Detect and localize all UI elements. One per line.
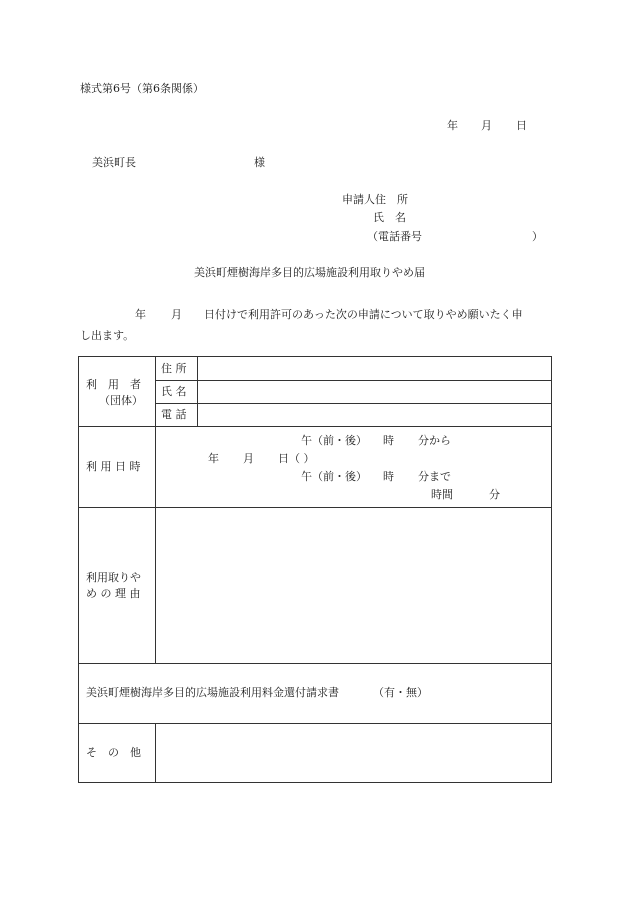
row-divider bbox=[79, 507, 552, 508]
start-minute: 分から bbox=[418, 434, 451, 447]
address-field-label: 住 所 bbox=[161, 362, 187, 375]
end-ampm: 午（前・後） bbox=[301, 470, 367, 483]
date-day: 日（ ） bbox=[278, 452, 315, 465]
row-divider bbox=[155, 380, 552, 381]
intro-line1: 日付けで利用許可のあった次の申請について取りやめ願いたく申 bbox=[204, 308, 523, 321]
form-number: 様式第6号（第6条関係） bbox=[80, 82, 204, 95]
user-label-line2: （団体） bbox=[99, 394, 143, 407]
duration-hours: 時間 bbox=[431, 488, 453, 501]
end-minute: 分まで bbox=[418, 470, 451, 483]
date-year-label: 年 bbox=[447, 119, 458, 132]
row-divider bbox=[155, 403, 552, 404]
name-field-label: 氏 名 bbox=[161, 385, 187, 398]
column-divider bbox=[155, 357, 156, 663]
start-hour: 時 bbox=[383, 434, 394, 447]
row-divider bbox=[79, 426, 552, 427]
addressee-name: 美浜町長 bbox=[92, 156, 136, 169]
date-month: 月 bbox=[243, 452, 254, 465]
form-table bbox=[78, 356, 552, 783]
row-divider bbox=[79, 663, 552, 664]
date-year: 年 bbox=[208, 452, 219, 465]
applicant-phone-open: （電話番号 bbox=[367, 230, 422, 243]
duration-minutes: 分 bbox=[489, 488, 500, 501]
intro-month: 月 bbox=[171, 308, 182, 321]
user-label-line1: 利 用 者 bbox=[86, 378, 141, 391]
document-title: 美浜町煙樹海岸多目的広場施設利用取りやめ届 bbox=[194, 266, 425, 279]
applicant-name-label: 氏 名 bbox=[373, 211, 406, 224]
reason-label-line1: 利用取りや bbox=[86, 571, 141, 584]
end-hour: 時 bbox=[383, 470, 394, 483]
date-day-label: 日 bbox=[516, 119, 527, 132]
intro-paragraph bbox=[80, 304, 554, 346]
applicant-phone-close: ） bbox=[532, 230, 543, 243]
reason-label-line2: め の 理 由 bbox=[86, 587, 141, 600]
row-divider bbox=[79, 723, 552, 724]
date-month-label: 月 bbox=[481, 119, 492, 132]
datetime-label: 利 用 日 時 bbox=[86, 460, 141, 473]
phone-field-label: 電 話 bbox=[161, 408, 187, 421]
refund-label: 美浜町煙樹海岸多目的広場施設利用料金還付請求書 bbox=[86, 686, 339, 699]
intro-year: 年 bbox=[135, 308, 146, 321]
applicant-address-label: 申請人住 所 bbox=[342, 193, 408, 206]
start-ampm: 午（前・後） bbox=[301, 434, 367, 447]
addressee-honorific: 様 bbox=[254, 156, 265, 169]
intro-line2: し出ます。 bbox=[80, 329, 135, 342]
column-divider bbox=[155, 723, 156, 783]
other-label: そ の 他 bbox=[86, 746, 141, 759]
refund-options: （有・無） bbox=[373, 686, 428, 699]
column-divider bbox=[197, 357, 198, 426]
